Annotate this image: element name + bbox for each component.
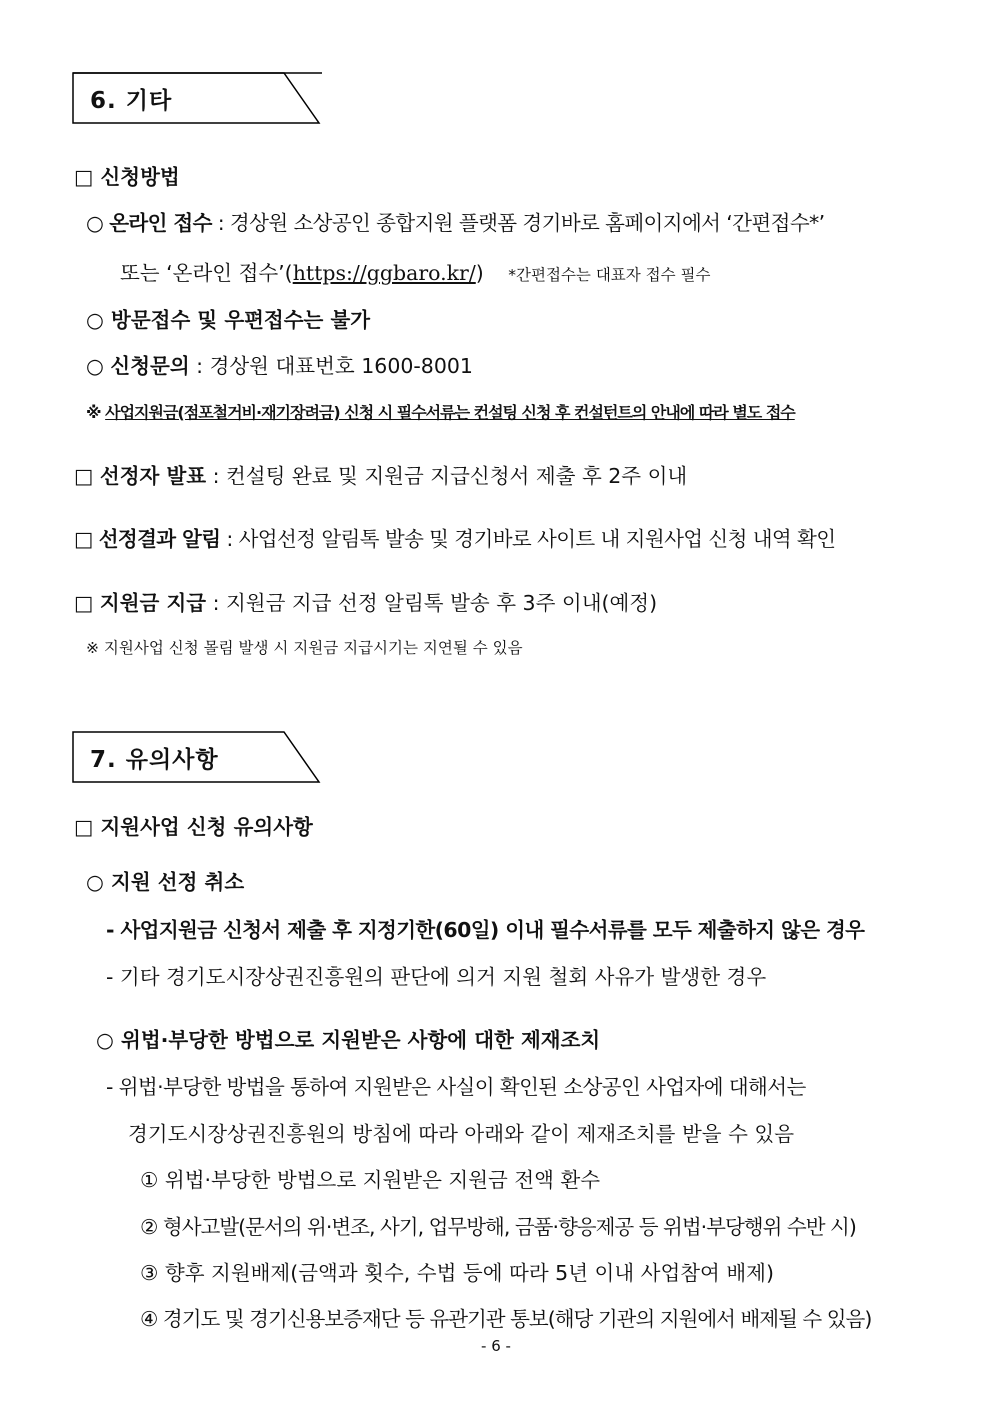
online-apply-text-3: ) — [475, 261, 484, 285]
result-label: 선정결과 알림 — [98, 527, 221, 551]
cancel-item-1: - 사업지원금 신청서 제출 후 지정기한(60일) 이내 필수서류를 모두 제출하지 않은 경우 — [106, 918, 865, 942]
sanction-title: 위법·부당한 방법으로 지원받은 사항에 대한 제재조치 — [121, 1028, 601, 1052]
result-text: : 사업선정 알림톡 발송 및 경기바로 사이트 내 지원사업 신청 내역 확인 — [220, 527, 836, 551]
online-apply-label: 온라인 접수 — [109, 211, 212, 235]
section-7-title: 7. 유의사항 — [90, 747, 219, 773]
cancel-heading — [86, 865, 244, 895]
online-apply-text: : 경상원 소상공인 종합지원 플랫폼 경기바로 홈페이지에서 ‘간편접수*’ — [211, 211, 825, 235]
checkbox-square: □ — [74, 591, 94, 615]
sanction-item-3: ③ 향후 지원배제(금액과 횟수, 수법 등에 따라 5년 이내 사업참여 배제) — [140, 1261, 774, 1285]
pay-note: ※ 지원사업 신청 몰림 발생 시 지원금 지급시기는 지연될 수 있음 — [86, 639, 523, 657]
bullet-circle: ○ — [96, 1028, 114, 1052]
sanction-line-1: - 위법·부당한 방법을 통하여 지원받은 사실이 확인된 소상공인 사업자에 대해서는 — [106, 1075, 806, 1099]
inquiry-line — [86, 349, 473, 379]
ggbaro-link[interactable]: https://ggbaro.kr/ — [292, 261, 476, 285]
page-number: - 6 - — [481, 1337, 511, 1355]
cancel-item-2: - 기타 경기도시장상권진흥원의 판단에 의거 지원 철회 사유가 발생한 경우 — [106, 965, 767, 989]
notice-line — [86, 400, 795, 423]
apply-method-heading: □ 신청방법 — [74, 165, 180, 189]
online-apply-line — [86, 206, 825, 236]
section-7-header — [72, 731, 322, 785]
section-6-title: 6. 기타 — [90, 88, 173, 114]
inquiry-label: 신청문의 — [110, 354, 190, 378]
cancel-title: 지원 선정 취소 — [111, 870, 245, 894]
announce-line — [74, 459, 687, 489]
caution-heading: □ 지원사업 신청 유의사항 — [74, 815, 313, 839]
bullet-circle: ○ — [86, 870, 104, 894]
visit-apply-line — [86, 303, 370, 333]
section-6-header — [72, 72, 322, 126]
pay-line — [74, 586, 657, 616]
sanction-item-1: ① 위법·부당한 방법으로 지원받은 지원금 전액 환수 — [140, 1168, 601, 1192]
notice-text: 사업지원금(점포철거비·재기장려금) 신청 시 필수서류는 컨설팅 신청 후 컨설턴트의 안내에 따라 별도 접수 — [105, 403, 795, 422]
online-apply-line-2 — [120, 256, 711, 286]
result-line — [74, 522, 835, 552]
announce-label: 선정자 발표 — [99, 464, 207, 488]
pay-label: 지원금 지급 — [99, 591, 207, 615]
pay-text: : 지원금 지급 선정 알림톡 발송 후 3주 이내(예정) — [206, 591, 658, 615]
bullet-circle: ○ — [86, 308, 104, 332]
bullet-circle: ○ — [86, 354, 104, 378]
sanction-line-2: 경기도시장상권진흥원의 방침에 따라 아래와 같이 제재조치를 받을 수 있음 — [128, 1122, 795, 1146]
online-apply-text-2: 또는 ‘온라인 접수’( — [120, 261, 293, 285]
online-apply-note: *간편접수는 대표자 접수 필수 — [508, 266, 711, 284]
notice-mark: ※ — [86, 403, 101, 422]
inquiry-text: : 경상원 대표번호 1600-8001 — [189, 354, 473, 378]
bullet-circle: ○ — [86, 211, 104, 235]
announce-text: : 컨설팅 완료 및 지원금 지급신청서 제출 후 2주 이내 — [206, 464, 688, 488]
checkbox-square: □ — [74, 464, 94, 488]
sanction-item-4: ④ 경기도 및 경기신용보증재단 등 유관기관 통보(해당 기관의 지원에서 배제될 수 있음) — [140, 1307, 872, 1331]
sanction-item-2: ② 형사고발(문서의 위·변조, 사기, 업무방해, 금품·향응제공 등 위법·부당행위 수반 시) — [140, 1215, 856, 1239]
sanction-heading — [96, 1023, 600, 1053]
visit-apply-text: 방문접수 및 우편접수는 불가 — [111, 308, 371, 332]
checkbox-square: □ — [74, 527, 93, 551]
